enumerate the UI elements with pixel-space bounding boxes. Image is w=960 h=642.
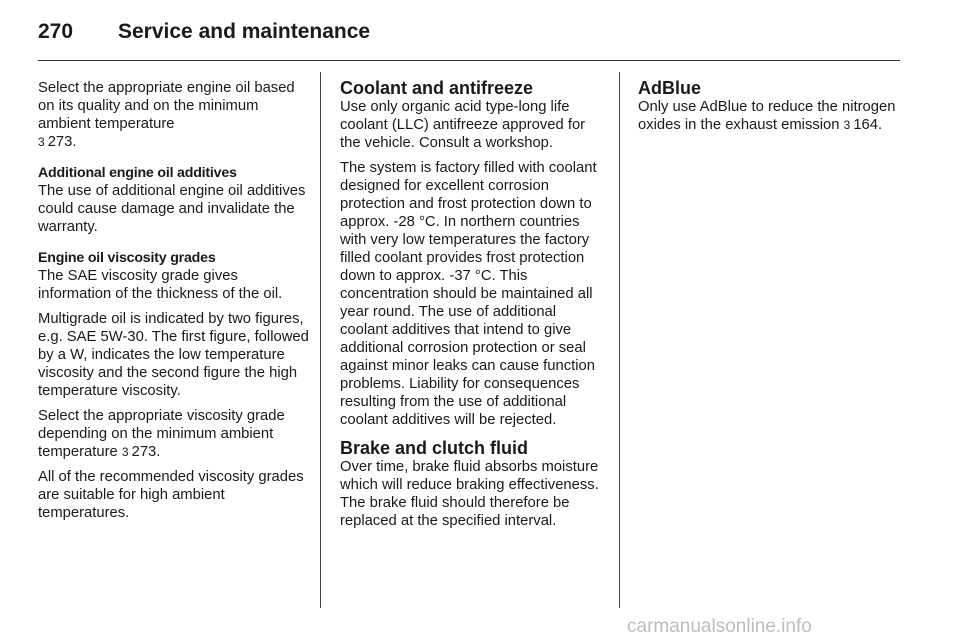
column-divider-right: [619, 72, 620, 608]
intro-paragraph: [38, 79, 310, 151]
page-number: 270: [38, 20, 74, 43]
adblue-text: Only use AdBlue to reduce the nitrogen oxides in the exhaust emission: [638, 99, 896, 133]
adblue-title: AdBlue: [638, 78, 701, 98]
page-reference-icon: 3: [843, 118, 851, 132]
intro-text: Select the appropriate engine oil based on its quality and on the minimum ambient temperature: [38, 80, 295, 132]
page-reference-icon: 3: [121, 445, 129, 459]
page-reference-icon: 3: [38, 135, 45, 149]
coolant-title: Coolant and antifreeze: [340, 78, 534, 98]
brake-title: Brake and clutch fluid: [340, 438, 529, 458]
viscosity-paragraph-2: Multigrade oil is indicated by two figures, e.g. SAE 5W-30. The first figure, followed by a W, indicates the low temperature viscosity and the second figure the high temperature viscosity.: [38, 311, 309, 399]
left-column: [38, 79, 310, 529]
viscosity-heading: Engine oil viscosity grades: [38, 250, 216, 266]
adblue-page-ref[interactable]: 164.: [853, 117, 883, 133]
coolant-paragraph-1: Use only organic acid type-long life coolant (LLC) antifreeze approved for the vehicle. Consult a workshop.: [340, 99, 586, 151]
brake-paragraph: Over time, brake fluid absorbs moisture which will reduce braking effectiveness. The brake fluid should therefore be replaced at the specified interval.: [340, 459, 599, 529]
viscosity-paragraph-1: The SAE viscosity grade gives information of the thickness of the oil.: [38, 268, 283, 302]
additives-paragraph: The use of additional engine oil additives could cause damage and invalidate the warranty.: [38, 183, 306, 235]
header-rule: [38, 60, 900, 61]
viscosity-paragraph-3-text: Select the appropriate viscosity grade depending on the minimum ambient temperature: [38, 408, 285, 460]
right-column: [638, 79, 900, 141]
viscosity-paragraph-3: [38, 407, 310, 461]
additives-heading: Additional engine oil additives: [38, 165, 237, 181]
adblue-paragraph: [638, 98, 900, 134]
middle-column: [340, 79, 606, 537]
viscosity-page-ref[interactable]: 273.: [131, 444, 161, 460]
page-header: [38, 18, 900, 58]
column-divider-left: [320, 72, 321, 608]
watermark: carmanualsonline.info: [627, 616, 812, 637]
coolant-paragraph-2: The system is factory filled with coolant designed for excellent corrosion protection and frost protection down to approx. -28 °C. In northern countries with very low temperatures the factory filled coolant provides frost protection down to approx. -37 °C. This concentration should be maintained all year round. The use of additional coolant additives that intend to give additional corrosion protection or seal against minor leaks can cause function problems. Liability for consequences resulting from the use of additional coolant additives will be rejected.: [340, 160, 597, 428]
page-title: Service and maintenance: [118, 20, 371, 43]
viscosity-paragraph-4: All of the recommended viscosity grades are suitable for high ambient temperatures.: [38, 469, 304, 521]
intro-page-ref[interactable]: 273.: [47, 134, 77, 150]
